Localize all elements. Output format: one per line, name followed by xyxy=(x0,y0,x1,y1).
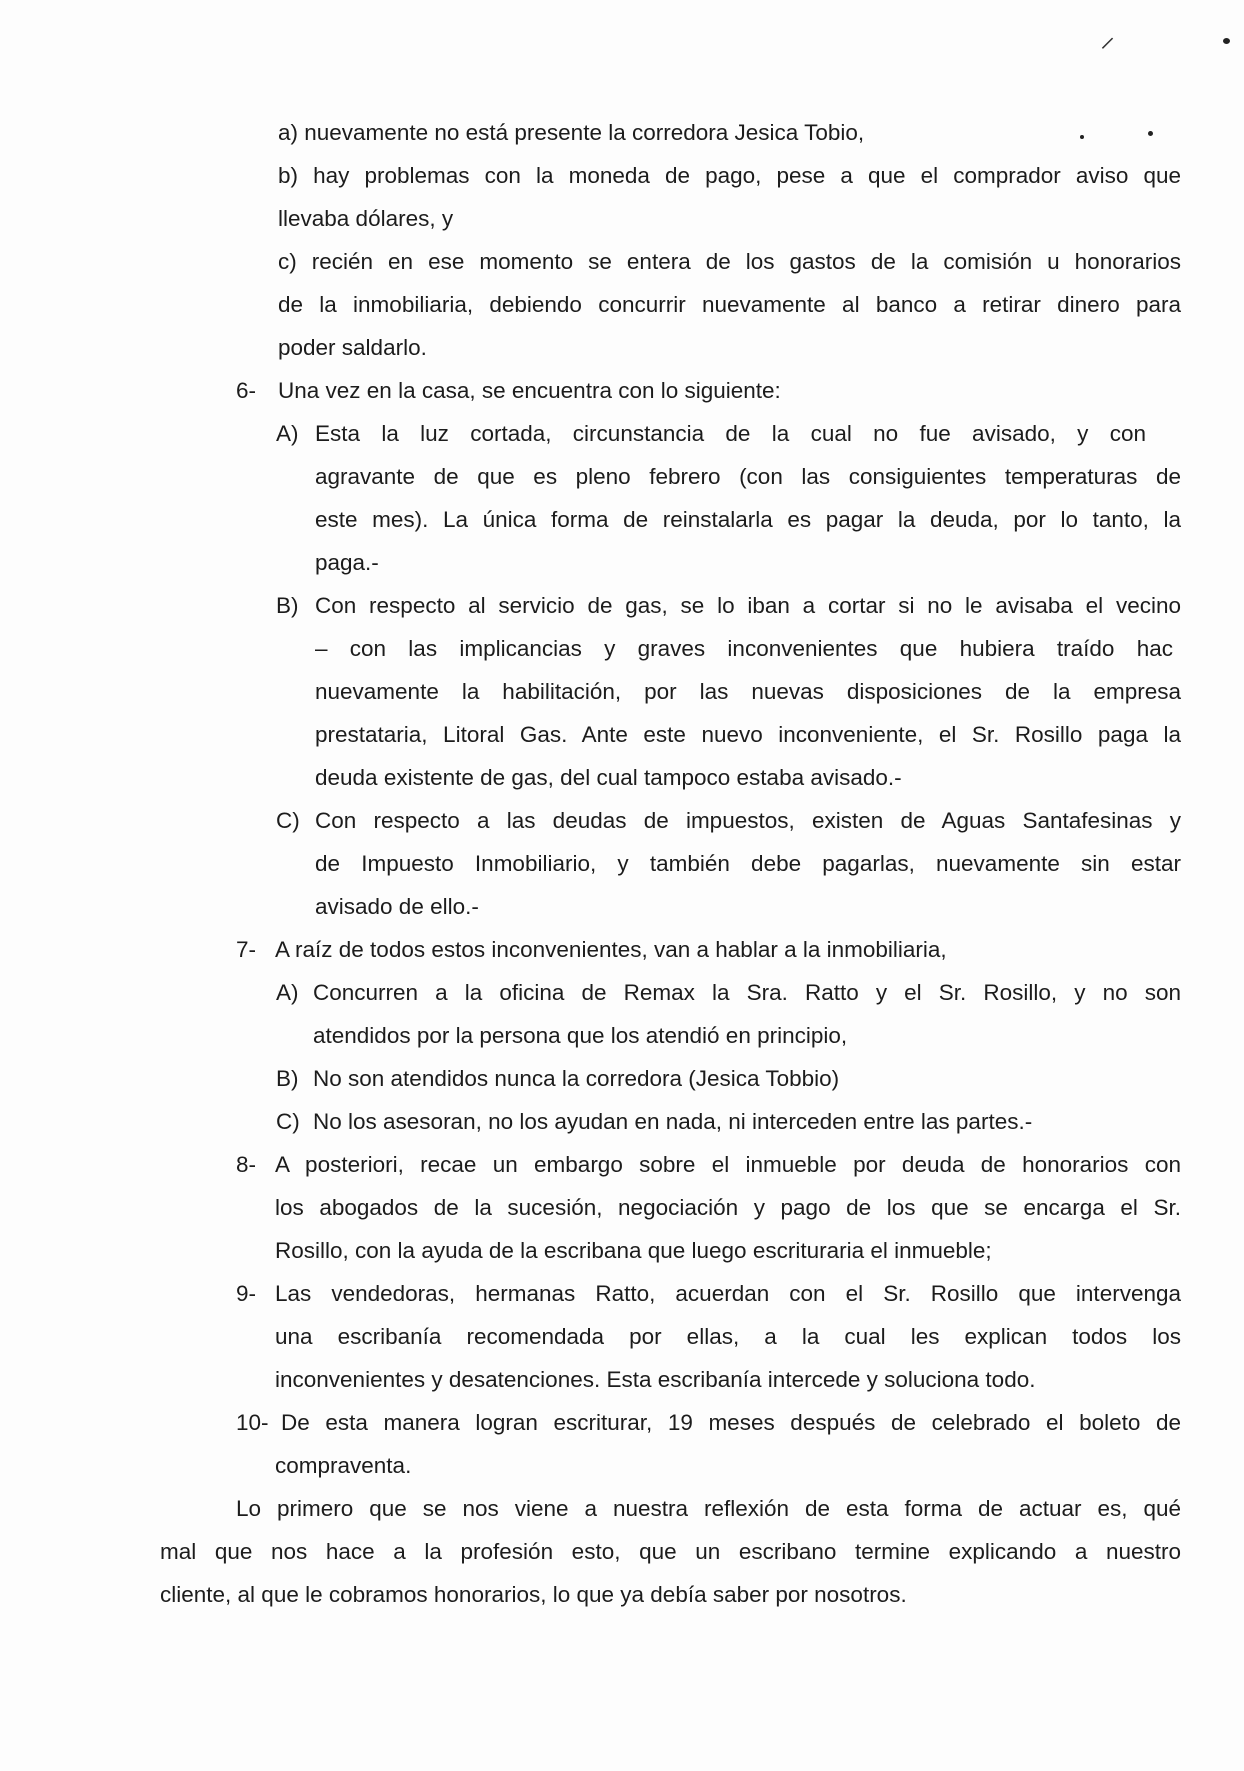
line-c1: c) recién en ese momento se entera de los gastos de la comisión u honorarios xyxy=(278,249,1181,274)
line-c2: de la inmobiliaria, debiendo concurrir nuevamente al banco a retirar dinero para xyxy=(278,292,1181,317)
item-9-line1: Las vendedoras, hermanas Ratto, acuerdan con el Sr. Rosillo que intervenga xyxy=(275,1281,1181,1306)
item-6b-line2: – con las implicancias y graves inconvenientes que hubiera traído hac xyxy=(315,636,1173,661)
scan-speck xyxy=(1080,135,1084,139)
item-7b-marker: B) xyxy=(276,1066,299,1091)
item-7a-line2: atendidos por la persona que los atendió en principio, xyxy=(313,1023,848,1048)
item-7b-text: No son atendidos nunca la corredora (Jesica Tobbio) xyxy=(313,1066,840,1091)
item-6b-marker: B) xyxy=(276,593,299,618)
item-8-line3: Rosillo, con la ayuda de la escribana que luego escrituraria el inmueble; xyxy=(275,1238,992,1263)
item-7a-line1: Concurren a la oficina de Remax la Sra. Ratto y el Sr. Rosillo, y no son xyxy=(313,980,1181,1005)
item-6c-line1: Con respecto a las deudas de impuestos, existen de Aguas Santafesinas y xyxy=(315,808,1181,833)
item-9-line2: una escribanía recomendada por ellas, a la cual les explican todos los xyxy=(275,1324,1181,1349)
scan-speck xyxy=(1223,38,1230,44)
item-8-line2: los abogados de la sucesión, negociación y pago de los que se encarga el Sr. xyxy=(275,1195,1181,1220)
item-6c-marker: C) xyxy=(276,808,300,833)
line-a: a) nuevamente no está presente la corredora Jesica Tobio, xyxy=(278,120,865,145)
item-6a-line3: este mes). La única forma de reinstalarla es pagar la deuda, por lo tanto, la xyxy=(315,507,1181,532)
item-7c-text: No los asesoran, no los ayudan en nada, ni interceden entre las partes.- xyxy=(313,1109,1033,1134)
item-7a-marker: A) xyxy=(276,980,299,1005)
item-7-text: A raíz de todos estos inconvenientes, van a hablar a la inmobiliaria, xyxy=(275,937,947,962)
line-b1: b) hay problemas con la moneda de pago, pese a que el comprador aviso que xyxy=(278,163,1181,188)
item-9-number: 9- xyxy=(236,1281,257,1306)
line-c3: poder saldarlo. xyxy=(278,335,427,360)
corner-scan-mark: ⸍ xyxy=(1100,33,1115,66)
item-6c-line2: de Impuesto Inmobiliario, y también debe pagarlas, nuevamente sin estar xyxy=(315,851,1181,876)
item-6a-line1: Esta la luz cortada, circunstancia de la cual no fue avisado, y con xyxy=(315,421,1146,446)
item-6b-line4: prestataria, Litoral Gas. Ante este nuevo inconveniente, el Sr. Rosillo paga la xyxy=(315,722,1181,747)
item-6c-line3: avisado de ello.- xyxy=(315,894,479,919)
item-7-number: 7- xyxy=(236,937,257,962)
closing-paragraph-line3: cliente, al que le cobramos honorarios, lo que ya debía saber por nosotros. xyxy=(160,1582,907,1607)
scan-speck xyxy=(1148,131,1153,136)
item-6-text: Una vez en la casa, se encuentra con lo siguiente: xyxy=(278,378,781,403)
item-6a-line4: paga.- xyxy=(315,550,379,575)
item-6a-marker: A) xyxy=(276,421,299,446)
item-9-line3: inconvenientes y desatenciones. Esta escribanía intercede y soluciona todo. xyxy=(275,1367,1036,1392)
closing-paragraph-line2: mal que nos hace a la profesión esto, que un escribano termine explicando a nuestro xyxy=(160,1539,1181,1564)
item-6b-line1: Con respecto al servicio de gas, se lo iban a cortar si no le avisaba el vecino xyxy=(315,593,1181,618)
item-6b-line3: nuevamente la habilitación, por las nuevas disposiciones de la empresa xyxy=(315,679,1181,704)
item-7c-marker: C) xyxy=(276,1109,300,1134)
item-10-line2: compraventa. xyxy=(275,1453,412,1478)
item-6b-line5: deuda existente de gas, del cual tampoco estaba avisado.- xyxy=(315,765,902,790)
item-8-line1: A posteriori, recae un embargo sobre el inmueble por deuda de honorarios con xyxy=(275,1152,1181,1177)
line-b2: llevaba dólares, y xyxy=(278,206,454,231)
item-10-number: 10- xyxy=(236,1410,269,1435)
item-10-line1: De esta manera logran escriturar, 19 meses después de celebrado el boleto de xyxy=(281,1410,1181,1435)
item-8-number: 8- xyxy=(236,1152,257,1177)
item-6a-line2: agravante de que es pleno febrero (con las consiguientes temperaturas de xyxy=(315,464,1181,489)
closing-paragraph-line1: Lo primero que se nos viene a nuestra reflexión de esta forma de actuar es, qué xyxy=(236,1496,1181,1521)
item-6-number: 6- xyxy=(236,378,257,403)
